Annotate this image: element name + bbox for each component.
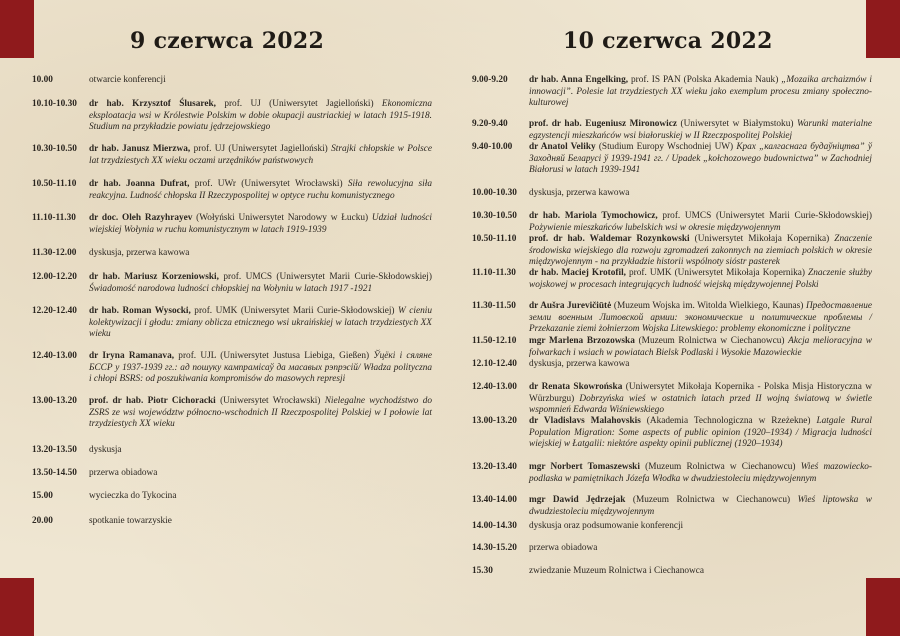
corner-decoration-bottom-right xyxy=(866,578,900,636)
talk-title: Znaczenie środowiska wiejskiego dla rozwoju zgromadzeń zakonnych na ziemiach polskich w okresie międzywojennym - na przykładzie historii wspólnoty sióstr pasterek xyxy=(529,234,872,268)
schedule-row xyxy=(32,468,432,480)
speaker-affiliation: (Uniwersytet Mikołaja Kopernika - Polska Misja Historyczna w Würzburgu) xyxy=(529,382,872,404)
session-time: 12.00-12.20 xyxy=(32,272,77,282)
session-time: 10.50-11.10 xyxy=(32,179,77,189)
session-time: 13.40-14.00 xyxy=(472,495,517,505)
session-description xyxy=(89,516,432,528)
session-time: 10.50-11.10 xyxy=(472,234,517,244)
session-time: 15.00 xyxy=(32,491,53,501)
speaker-name: mgr Dawid Jędrzejak xyxy=(529,495,626,505)
session-description xyxy=(89,396,432,431)
session-description xyxy=(89,272,432,295)
schedule-row xyxy=(32,396,432,431)
schedule-row xyxy=(32,351,432,386)
session-description xyxy=(529,543,872,555)
session-description xyxy=(89,144,432,167)
schedule-row xyxy=(32,144,432,167)
session-time: 13.50-14.50 xyxy=(32,468,77,478)
session-description xyxy=(529,336,872,359)
talk-title: Nielegalne wychodźstwo do ZSRS ze wsi województw północno-wschodnich II Rzeczpospolitej Polskiej w I połowie lat trzydziestych XX wieku xyxy=(89,396,432,430)
session-time: 9.00-9.20 xyxy=(472,75,508,85)
speaker-affiliation: prof. UMK (Uniwersytet Marii Curie-Skłodowskiej) xyxy=(190,306,399,316)
session-description xyxy=(529,416,872,451)
session-plain-text: dyskusja, przerwa kawowa xyxy=(529,359,630,369)
session-plain-text: przerwa obiadowa xyxy=(89,468,158,478)
schedule-row xyxy=(472,495,872,518)
session-time: 11.30-12.00 xyxy=(32,248,77,258)
day1-heading: 9 czerwca 2022 xyxy=(130,28,325,54)
session-description xyxy=(529,75,872,110)
session-description xyxy=(89,179,432,202)
talk-title: „Mozaika archaizmów i innowacji”. Polesie lat trzydziestych XX wieku jako exemplum procesu zmiany społeczno-kulturowej xyxy=(529,75,872,109)
talk-title: Strajki chłopskie w Polsce lat trzydziestych XX wieku oczami urzędników państwowych xyxy=(89,144,432,166)
session-description xyxy=(529,188,872,200)
session-description xyxy=(89,306,432,341)
talk-title: Warunki materialne egzystencji mieszkańców wsi białoruskiej w II Rzeczpospolitej Polskiej xyxy=(529,119,872,141)
speaker-affiliation: (Uniwersytet Wrocławski) xyxy=(215,396,325,406)
schedule-row xyxy=(472,301,872,336)
speaker-name: dr hab. Roman Wysocki, xyxy=(89,306,191,316)
session-description xyxy=(529,521,872,533)
schedule-row xyxy=(472,543,872,555)
speaker-affiliation: prof. UJ (Uniwersytet Jagielloński) xyxy=(215,99,382,109)
session-time: 11.30-11.50 xyxy=(472,301,516,311)
talk-title: Dobrzyńska wieś w ostatnich latach przed II wojną światową w świetle wspomnień Edwarda Wiśniewskiego xyxy=(529,393,872,416)
speaker-name: mgr Norbert Tomaszewski xyxy=(529,462,640,472)
schedule-row xyxy=(472,119,872,142)
speaker-affiliation: (Uniwersytet Mikołaja Kopernika) xyxy=(689,234,835,244)
talk-title: Świadomość narodowa ludności chłopskiej na Wołyniu w latach 1917 -1921 xyxy=(89,283,373,294)
schedule-row xyxy=(32,213,432,236)
session-time: 11.10-11.30 xyxy=(472,268,516,278)
session-time: 10.30-10.50 xyxy=(472,211,517,221)
session-description xyxy=(89,248,432,260)
session-time: 13.20-13.40 xyxy=(472,462,517,472)
schedule-row xyxy=(472,336,872,359)
session-description xyxy=(89,491,432,503)
session-time: 13.00-13.20 xyxy=(472,416,517,426)
talk-title: Siła rewolucyjna siła reakcyjna. Ludność chłopska II Rzeczypospolitej w optyce ruchu komunistycznego xyxy=(89,179,432,201)
session-description xyxy=(529,268,872,291)
session-description xyxy=(529,566,872,578)
speaker-affiliation: prof. UWr (Uniwersytet Wrocławski) xyxy=(189,179,348,189)
schedule-row xyxy=(472,142,872,177)
speaker-name: dr hab. Janusz Mierzwa, xyxy=(89,144,191,154)
schedule-row xyxy=(32,75,432,87)
speaker-name: dr Renata Skowrońska xyxy=(529,382,623,392)
session-description xyxy=(89,75,432,87)
session-description xyxy=(89,351,432,386)
session-description xyxy=(529,211,872,234)
schedule-row xyxy=(32,248,432,260)
speaker-name: dr doc. Oleh Razyhrayev xyxy=(89,213,193,223)
schedule-row xyxy=(472,521,872,533)
schedule-row xyxy=(32,491,432,503)
schedule-row xyxy=(32,306,432,341)
speaker-name: dr hab. Krzysztof Ślusarek, xyxy=(89,99,216,109)
session-time: 12.40-13.00 xyxy=(472,382,517,392)
speaker-name: dr hab. Maciej Krotofil, xyxy=(529,268,627,278)
session-plain-text: dyskusja, przerwa kawowa xyxy=(89,248,190,258)
schedule-row xyxy=(32,445,432,457)
schedule-row xyxy=(32,179,432,202)
speaker-affiliation: prof. UJ (Uniwersytet Jagielloński) xyxy=(190,144,332,154)
speaker-name: dr hab. Mariola Tymochowicz, xyxy=(529,211,658,221)
talk-title: Znaczenie służby wojskowej w procesach integrujących ludność wiejską międzywojennej Polski xyxy=(529,268,872,290)
schedule-row xyxy=(472,462,872,485)
talk-title: Предоставление земли военным Литовской армии: экономические и политические проблемы / Przekazanie ziemi żołnierzom Wojska Litewskiego: problemy ekonomiczne i polityczne xyxy=(529,301,872,335)
speaker-name: prof. dr hab. Waldemar Rozynkowski xyxy=(529,234,690,244)
speaker-affiliation: (Muzeum Rolnictwa w Ciechanowcu) xyxy=(639,462,801,472)
speaker-affiliation: prof. UMCS (Uniwersytet Marii Curie-Skłodowskiej) xyxy=(657,211,872,221)
speaker-name: dr Aušra Jurevičiūtė xyxy=(529,301,612,311)
session-plain-text: otwarcie konferencji xyxy=(89,75,166,85)
talk-title: Akcja melioracyjna w folwarkach i wsiach w powiatach Bielsk Podlaski i Wysokie Mazowieckie xyxy=(529,336,872,358)
schedule-row xyxy=(472,566,872,578)
speaker-name: dr hab. Mariusz Korzeniowski, xyxy=(89,272,219,282)
talk-title: Udział ludności wiejskiej Wołynia w ruchu komunistycznym w latach 1919-1939 xyxy=(89,213,432,235)
schedule-row xyxy=(472,211,872,234)
speaker-affiliation: (Wołyński Uniwersytet Narodowy w Łucku) xyxy=(192,213,372,223)
talk-title: Ўцёкі і сяляне БССР у 1937-1939 гг.: ад пошуку кампрамісаў да масавых рэпрэсій/ Władza polityczna i chłopi BSRS: od poszukiwania kompromisów do masowych represji xyxy=(89,351,432,385)
session-time: 10.00 xyxy=(32,75,53,85)
speaker-affiliation: prof. UMCS (Uniwersytet Marii Curie-Skłodowskiej) xyxy=(218,272,432,282)
session-time: 15.30 xyxy=(472,566,493,576)
session-plain-text: dyskusja oraz podsumowanie konferencji xyxy=(529,521,684,531)
speaker-affiliation: (Uniwersytet w Białymstoku) xyxy=(676,119,797,129)
session-time: 14.00-14.30 xyxy=(472,521,517,531)
speaker-affiliation: (Muzeum Rolnictwa w Ciechanowcu) xyxy=(634,336,789,346)
session-description xyxy=(89,468,432,480)
session-plain-text: dyskusja, przerwa kawowa xyxy=(529,188,630,198)
session-time: 10.10-10.30 xyxy=(32,99,77,109)
session-time: 9.20-9.40 xyxy=(472,119,508,129)
schedule-row xyxy=(472,268,872,291)
session-description xyxy=(529,359,872,371)
session-time: 13.20-13.50 xyxy=(32,445,77,455)
talk-title: Крах „калгаснага будаўніцтва” ў Заходняй Беларусі ў 1939-1941 гг. / Upadek „kołchozowego budownictwa” w Zachodniej Białorusi w latach 1939-1941 xyxy=(529,142,872,176)
session-description xyxy=(89,99,432,134)
session-description xyxy=(529,142,872,177)
session-time: 9.40-10.00 xyxy=(472,142,513,152)
schedule-row xyxy=(32,272,432,295)
speaker-affiliation: (Muzeum Wojska im. Witolda Wielkiego, Kaunas) xyxy=(611,301,806,311)
talk-title: Pożywienie mieszkańców lubelskich wsi w okresie międzywojennym xyxy=(529,222,781,233)
talk-title: Wieś liptowska w dwudziestoleciu międzywojennym xyxy=(529,495,872,517)
speaker-name: prof. dr hab. Eugeniusz Mironowicz xyxy=(529,119,677,129)
corner-decoration-top-right xyxy=(866,0,900,58)
session-time: 12.10-12.40 xyxy=(472,359,517,369)
talk-title: Wieś mazowiecko-podlaska w pamiętnikach Józefa Włodka w dwudziestoleciu międzywojennym xyxy=(529,462,872,484)
schedule-row xyxy=(472,75,872,110)
session-time: 11.50-12.10 xyxy=(472,336,517,346)
session-description xyxy=(529,462,872,485)
schedule-row xyxy=(32,99,432,134)
session-description xyxy=(89,445,432,457)
session-description xyxy=(529,301,872,336)
session-time: 12.20-12.40 xyxy=(32,306,77,316)
speaker-name: prof. dr hab. Piotr Cichoracki xyxy=(89,396,216,406)
session-description xyxy=(529,119,872,142)
session-description xyxy=(529,495,872,518)
speaker-affiliation: prof. UMK (Uniwersytet Mikołaja Kopernika) xyxy=(626,268,809,278)
session-description xyxy=(529,382,872,417)
speaker-affiliation: (Studium Europy Wschodniej UW) xyxy=(595,142,737,152)
speaker-name: dr Vladislavs Malahovskis xyxy=(529,416,641,426)
talk-title: Ekonomiczna eksploatacja wsi w Królestwie Polskim w dobie okupacji austriackiej w latach 1915-1918. Studium na przykładzie powiatu jędrzejowskiego xyxy=(89,99,432,133)
corner-decoration-top-left xyxy=(0,0,34,58)
speaker-affiliation: prof. IS PAN (Polska Akademia Nauk) xyxy=(628,75,782,85)
speaker-name: dr hab. Joanna Dufrat, xyxy=(89,179,190,189)
schedule-row xyxy=(472,359,872,371)
corner-decoration-bottom-left xyxy=(0,578,34,636)
schedule-row xyxy=(472,416,872,451)
talk-title: Latgale Rural Population Migration: Some aspects of public opinion (1920–1934) / Migracja ludności wiejskiej w Łatgalii: niektóre aspekty opinii publicznej (1920–1934) xyxy=(529,416,872,450)
session-description xyxy=(529,234,872,269)
session-time: 11.10-11.30 xyxy=(32,213,76,223)
speaker-affiliation: (Muzeum Rolnictwa w Ciechanowcu) xyxy=(625,495,798,505)
session-plain-text: spotkanie towarzyskie xyxy=(89,516,172,526)
speaker-name: dr Anatol Veliky xyxy=(529,142,596,152)
speaker-name: mgr Marlena Brzozowska xyxy=(529,336,635,346)
day2-heading: 10 czerwca 2022 xyxy=(563,28,773,54)
schedule-row xyxy=(32,516,432,528)
speaker-name: dr hab. Anna Engelking, xyxy=(529,75,629,85)
schedule-row xyxy=(472,188,872,200)
session-plain-text: przerwa obiadowa xyxy=(529,543,598,553)
session-time: 12.40-13.00 xyxy=(32,351,77,361)
session-plain-text: wycieczka do Tykocina xyxy=(89,491,177,501)
session-time: 10.00-10.30 xyxy=(472,188,517,198)
session-plain-text: dyskusja xyxy=(89,445,122,455)
session-plain-text: zwiedzanie Muzeum Rolnictwa i Ciechanowca xyxy=(529,566,705,576)
session-time: 13.00-13.20 xyxy=(32,396,77,406)
schedule-row xyxy=(472,234,872,269)
session-time: 20.00 xyxy=(32,516,53,526)
session-time: 10.30-10.50 xyxy=(32,144,77,154)
session-description xyxy=(89,213,432,236)
speaker-name: dr Iryna Ramanava, xyxy=(89,351,175,361)
schedule-row xyxy=(472,382,872,417)
speaker-affiliation: prof. UJL (Uniwersytet Justusa Liebiga, Gießen) xyxy=(174,351,374,361)
speaker-affiliation: (Akademia Technologiczna w Rzeżekne) xyxy=(640,416,817,426)
talk-title: W cieniu kolektywizacji i głodu: zmiany oblicza etnicznego wsi ukraińskiej w latach trzydziestych XX wieku xyxy=(89,306,432,340)
session-time: 14.30-15.20 xyxy=(472,543,517,553)
